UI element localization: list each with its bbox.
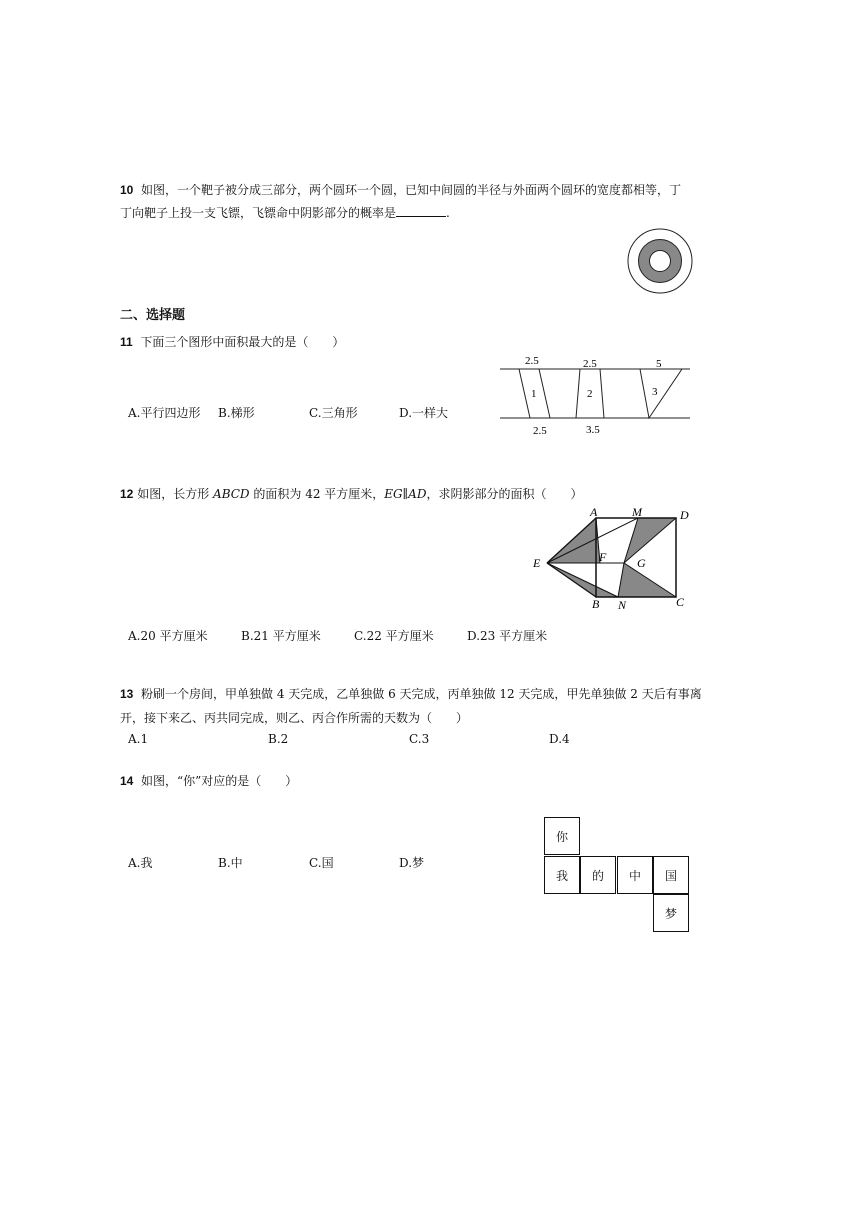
q11-bottom-label-1: 2.5 xyxy=(533,425,547,437)
q12-label-b: B xyxy=(592,597,600,611)
q13-option-d[interactable]: D.4 xyxy=(549,732,570,746)
net-cell-wo: 我 xyxy=(544,856,580,894)
q11-stem: 下面三个图形中面积最大的是（ ） xyxy=(140,335,345,349)
q11-bottom-label-2: 3.5 xyxy=(586,424,600,436)
q13-option-c[interactable]: C.3 xyxy=(409,732,430,746)
q13-line2: 开，接下来乙、丙共同完成，则乙、丙合作所需的天数为（ ） xyxy=(120,711,469,725)
q12-parallel: EG∥AD xyxy=(384,487,427,501)
q14-option-a[interactable]: A.我 xyxy=(128,856,153,870)
q12-stem-c: ，求阴影部分的面积（ ） xyxy=(426,487,583,501)
q12-number: 12 xyxy=(120,487,134,501)
q14-option-b[interactable]: B.中 xyxy=(218,856,243,870)
q12-option-d[interactable]: D.23 平方厘米 xyxy=(467,629,548,643)
net-cell-zhong: 中 xyxy=(617,856,653,894)
section-title: 二、选择题 xyxy=(120,308,186,323)
target-figure xyxy=(625,226,695,296)
q12-label-c: C xyxy=(676,595,685,609)
q12-label-d: D xyxy=(680,508,689,522)
q12-rect-name: ABCD xyxy=(213,487,250,501)
q14-option-d[interactable]: D.梦 xyxy=(399,856,425,870)
net-cell-you: 你 xyxy=(544,817,580,855)
q10-text-2: 丁向靶子上投一支飞镖，飞镖命中阴影部分的概率是 xyxy=(120,206,397,220)
cube-net xyxy=(544,817,690,933)
q11-shape-label-2: 2 xyxy=(587,388,593,400)
q14-stem: 如图，“你”对应的是（ ） xyxy=(141,774,298,788)
q13-line1 xyxy=(120,686,702,702)
q13-option-a[interactable]: A.1 xyxy=(128,732,149,746)
q14-number: 14 xyxy=(120,774,134,788)
q12-label-f: F xyxy=(599,550,607,564)
q10-answer-blank[interactable] xyxy=(396,204,446,217)
q11-stem-line xyxy=(120,334,344,350)
q10-number: 10 xyxy=(120,183,134,197)
q11-figure xyxy=(498,352,692,438)
q11-triangle xyxy=(640,369,682,418)
q10-text-1: 如图，一个靶子被分成三部分，两个圆环一个圆，已知中间圆的半径与外面两个圆环的宽度都相等，丁 xyxy=(141,183,682,197)
net-cell-meng: 梦 xyxy=(653,894,689,932)
q10-line2 xyxy=(120,204,450,221)
q12-stem-b: 的面积为 42 平方厘米， xyxy=(253,487,385,501)
q12-option-b[interactable]: B.21 平方厘米 xyxy=(241,629,321,643)
q10-line1 xyxy=(120,182,681,198)
q12-label-a: A xyxy=(590,505,598,519)
q11-shape-label-1: 1 xyxy=(531,388,537,400)
q11-number: 11 xyxy=(120,335,133,349)
q12-stem-line xyxy=(120,486,582,502)
net-cell-de: 的 xyxy=(580,856,616,894)
q13-text-1: 粉刷一个房间，甲单独做 4 天完成，乙单独做 6 天完成，丙单独做 12 天完成，甲先单独做 2 天后有事离 xyxy=(141,687,702,701)
q12-option-a[interactable]: A.20 平方厘米 xyxy=(128,629,208,643)
q12-label-m: M xyxy=(632,505,642,519)
q11-shape-label-3: 3 xyxy=(652,386,658,398)
q12-label-n: N xyxy=(618,598,627,612)
q11-option-d[interactable]: D.一样大 xyxy=(399,406,449,420)
q11-option-a[interactable]: A.平行四边形 xyxy=(128,406,201,420)
q14-option-c[interactable]: C.国 xyxy=(309,856,334,870)
q11-option-b[interactable]: B.梯形 xyxy=(218,406,255,420)
q11-top-label-3: 5 xyxy=(656,358,662,370)
q12-label-g: G xyxy=(637,556,646,570)
q11-top-label-1: 2.5 xyxy=(525,355,539,367)
q12-label-e: E xyxy=(533,556,541,570)
q13-number: 13 xyxy=(120,687,134,701)
q12-option-c[interactable]: C.22 平方厘米 xyxy=(354,629,434,643)
q10-end: . xyxy=(446,206,450,220)
q11-option-c[interactable]: C.三角形 xyxy=(309,406,358,420)
q11-top-label-2: 2.5 xyxy=(583,358,597,370)
net-cell-guo: 国 xyxy=(653,856,689,894)
q14-stem-line xyxy=(120,773,297,789)
q12-stem-a: 如图，长方形 xyxy=(137,487,210,501)
q12-figure xyxy=(530,504,700,614)
q13-option-b[interactable]: B.2 xyxy=(268,732,289,746)
